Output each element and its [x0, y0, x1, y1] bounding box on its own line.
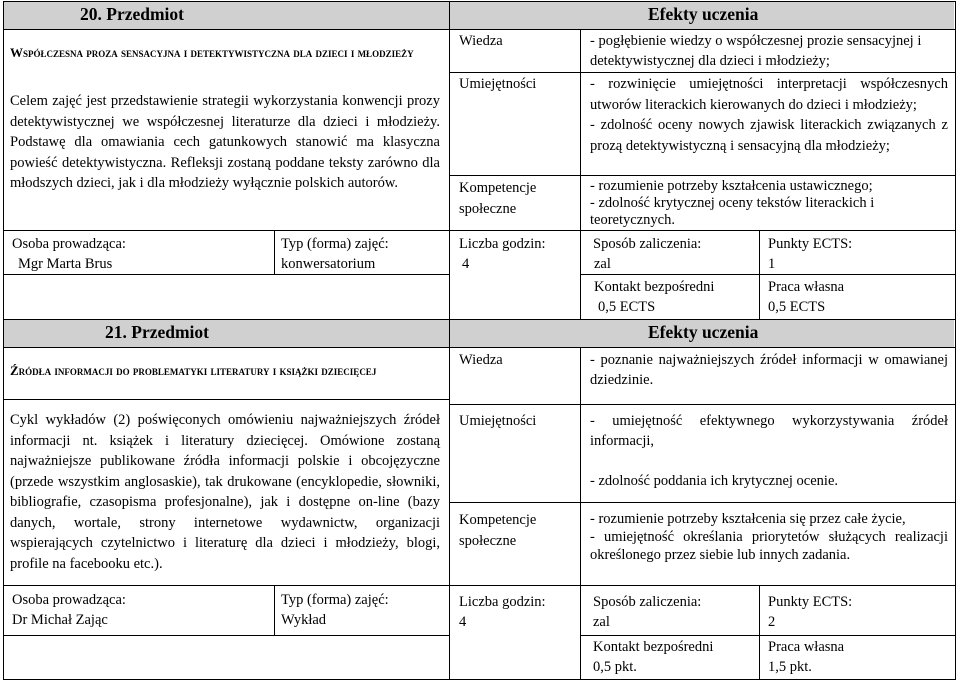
section-20-type-label: Typ (forma) zajęć:: [281, 236, 389, 252]
section-20-effect-category: Umiejętności: [459, 76, 537, 92]
section-21-effect-category: Kompetencje społeczne: [459, 512, 537, 549]
section-21-effect-text: - umiejętność efektywnego wykorzystywania źródeł informacji, - zdolność poddania ich krytycznej ocenie.: [590, 413, 948, 489]
section-21-title: Źródła informacji do problematyki literatury i książki dziecięcej: [10, 363, 377, 378]
section-21-effect-category: Wiedza: [459, 352, 503, 368]
section-20-header: 20. Przedmiot: [80, 4, 184, 24]
section-20-description: Celem zajęć jest przedstawienie strategii wykorzystania konwencji prozy detektywistycznej we współczesnej literaturze dla dzieci i młodzieży. Podstawę dla omawiania cech gatunkowych stanowić ma klasyczna powieść detektywistyczna. Refleksji zostaną poddane teksty zarówno dla młodszych dzieci, jak i dla młodzieży wyłącznie polskich autorów.: [10, 93, 440, 191]
section-21-assessment: zal: [593, 614, 610, 630]
section-21-hours: 4: [459, 614, 467, 630]
section-20-contact-label: Kontakt bezpośredni: [594, 279, 715, 295]
section-20-effect-category: Kompetencje społeczne: [459, 180, 537, 217]
section-20-effect-text: - rozumienie potrzeby kształcenia ustawicznego; - zdolność krytycznej oceny tekstów literackich i teoretycznych.: [590, 178, 875, 228]
section-21-instructor: Dr Michał Zając: [12, 612, 108, 628]
section-21-hours-label: Liczba godzin:: [459, 594, 546, 610]
section-21-ects-label: Punkty ECTS:: [768, 594, 853, 610]
section-20-own-work-label: Praca własna: [768, 279, 845, 295]
section-20-contact-value: 0,5 ECTS: [598, 299, 656, 315]
section-20-assessment-label: Sposób zaliczenia:: [593, 236, 702, 252]
section-21-effect-text: - rozumienie potrzeby kształcenia się przez całe życie, - umiejętność określania priorytetów służących realizacji określonego przez siebie lub innych zadania.: [590, 511, 948, 563]
section-20-effect-category: Wiedza: [459, 33, 503, 49]
section-21-description: Cykl wykładów (2) poświęconych omówieniu najważniejszych źródeł informacji nt. książek i literatury dziecięcej. Omówione zostaną najważniejsze publikowane źródła informacji polskie i obcojęzyczne (przede wszystkim anglosaskie), tak drukowane (encyklopedie, słowniki, bibliografie, czasopisma profesjonalne), jak i dostępne on-line (bazy danych, wortale, strony internetowe wydawnictw, organizacji wspierających czytelnictwo i literaturę dla dzieci i młodzieży, blogi, profile na facebooku etc.).: [10, 412, 440, 572]
section-20-instructor-label: Osoba prowadząca:: [12, 236, 126, 252]
section-21-ects: 2: [768, 614, 776, 630]
section-20-title: Współczesna proza sensacyjna i detektywistyczna dla dzieci i młodzieży: [10, 45, 414, 60]
section-20-instructor: Mgr Marta Brus: [18, 256, 113, 272]
section-20-effect-text: - pogłębienie wiedzy o współczesnej prozie sensacyjnej i detektywistycznej dla dzieci i młodzieży;: [590, 33, 922, 69]
section-20-hours-label: Liczba godzin:: [459, 236, 546, 252]
section-21-effect-category: Umiejętności: [459, 413, 537, 429]
section-20-hours: 4: [462, 256, 470, 272]
section-21-contact-value: 0,5 pkt.: [593, 659, 637, 675]
section-21-header: 21. Przedmiot: [105, 322, 209, 342]
section-21-type-label: Typ (forma) zajęć:: [281, 592, 389, 608]
section-20-effects-header: Efekty uczenia: [648, 4, 759, 24]
section-21-contact-label: Kontakt bezpośredni: [593, 639, 714, 655]
section-21-own-work-value: 1,5 pkt.: [768, 659, 812, 675]
section-21-type: Wykład: [281, 612, 327, 628]
section-21-effects-header: Efekty uczenia: [648, 322, 759, 342]
section-20-own-work-value: 0,5 ECTS: [768, 299, 826, 315]
section-20-effect-text: - rozwinięcie umiejętności interpretacji współczesnych utworów literackich kierowanych do dzieci i młodzieży; - zdolność oceny nowych zjawisk literackich związanych z prozą detektywistyczną i sensacyjną dla młodzieży;: [590, 76, 948, 154]
section-20-type: konwersatorium: [281, 256, 376, 272]
section-21-instructor-label: Osoba prowadząca:: [12, 592, 126, 608]
section-20-ects-label: Punkty ECTS:: [768, 236, 853, 252]
section-21-own-work-label: Praca własna: [768, 639, 845, 655]
section-21-assessment-label: Sposób zaliczenia:: [593, 594, 702, 610]
section-20-assessment: zal: [594, 256, 611, 272]
section-21-effect-text: - poznanie najważniejszych źródeł informacji w omawianej dziedzinie.: [590, 352, 948, 388]
section-20-ects: 1: [768, 256, 776, 272]
